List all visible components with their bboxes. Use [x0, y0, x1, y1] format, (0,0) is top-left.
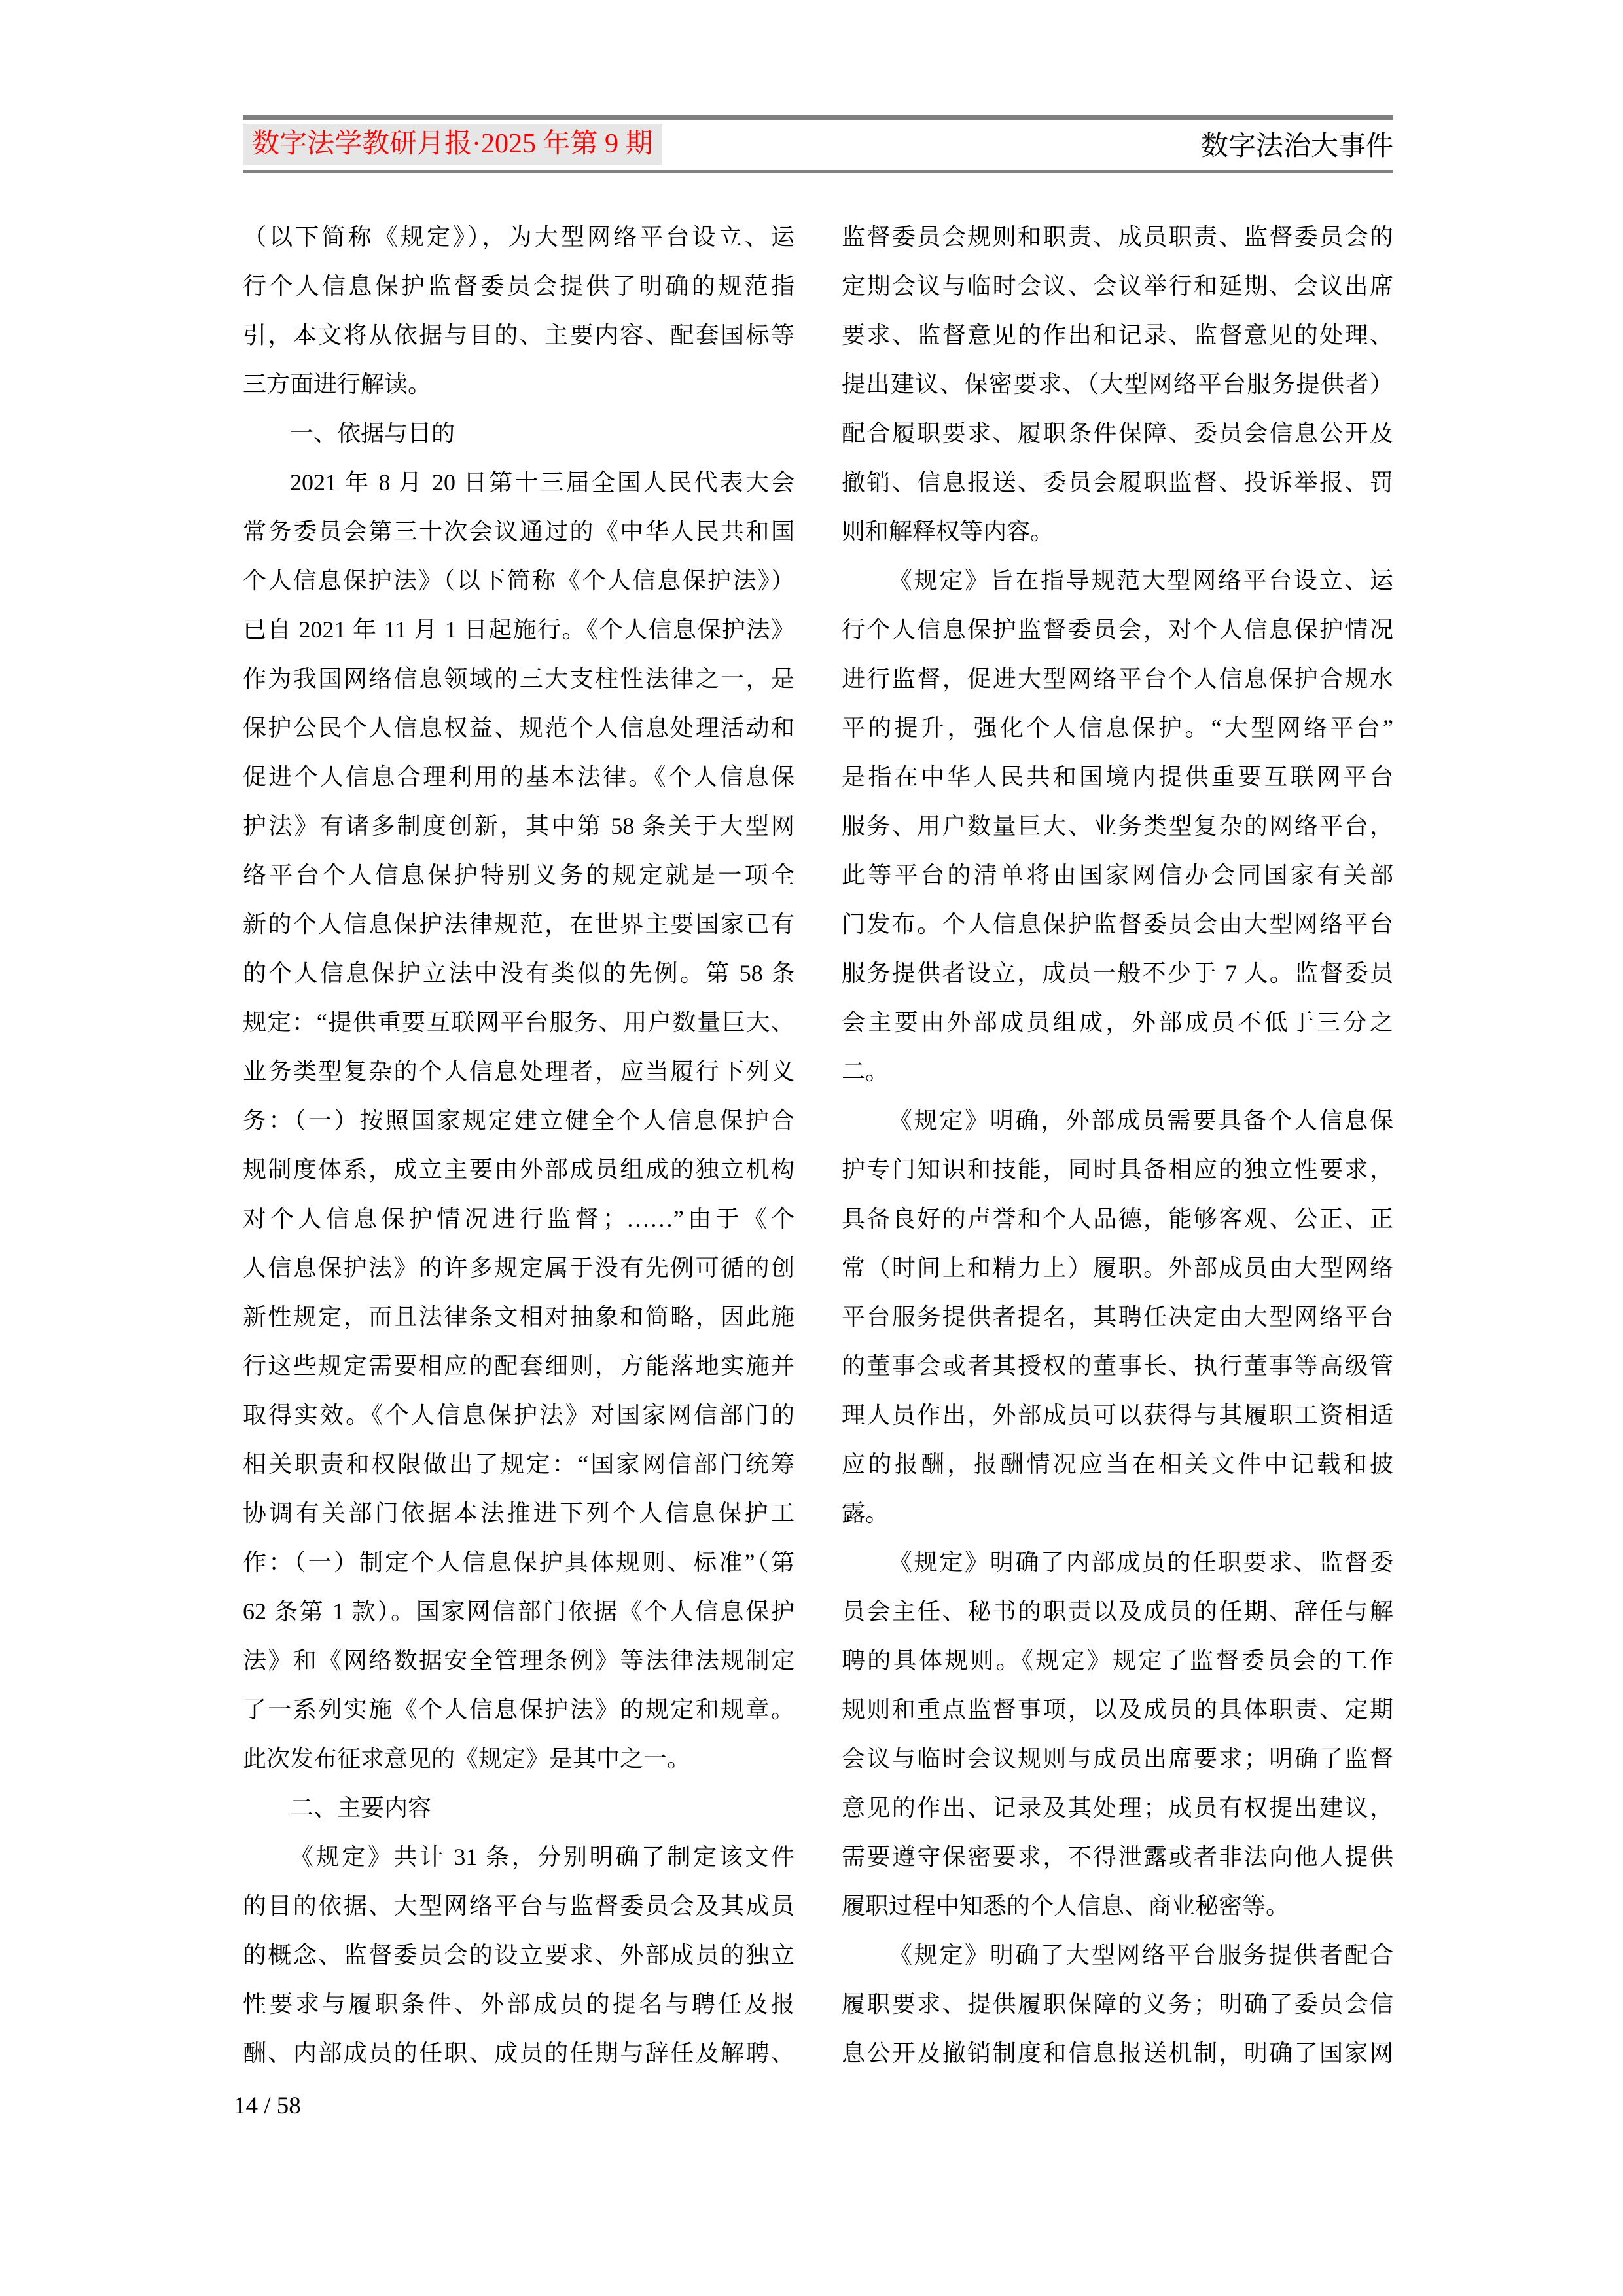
text-line: 酬、内部成员的任职、成员的任期与辞任及解聘、: [243, 2040, 794, 2066]
text-column-left: [243, 213, 794, 2078]
text-line: 三方面进行解读。: [243, 371, 432, 397]
article-body: [243, 213, 1393, 2078]
text-line: 二。: [842, 1058, 889, 1085]
text-line: 个人信息保护法》（以下简称《个人信息保护法》）: [243, 567, 794, 594]
text-line: 行个人信息保护监督委员会，对个人信息保护情况: [842, 617, 1393, 643]
text-line: 规定：“提供重要互联网平台服务、用户数量巨大、: [243, 1009, 794, 1035]
text-line: 规制度体系，成立主要由外部成员组成的独立机构: [243, 1157, 794, 1183]
text-line: 保护公民个人信息权益、规范个人信息处理活动和: [243, 715, 794, 741]
text-line: 理人员作出，外部成员可以获得与其履职工资相适: [842, 1402, 1393, 1428]
text-line: 已自 2021 年 11 月 1 日起施行。《个人信息保护法》: [243, 617, 794, 643]
text-line: 业务类型复杂的个人信息处理者，应当履行下列义: [243, 1058, 794, 1085]
text-line: 则和解释权等内容。: [842, 518, 1054, 545]
text-line: 聘的具体规则。《规定》规定了监督委员会的工作: [842, 1647, 1393, 1674]
text-line: 的董事会或者其授权的董事长、执行董事等高级管: [842, 1353, 1393, 1379]
text-line: 此次发布征求意见的《规定》是其中之一。: [243, 1746, 691, 1772]
text-line: 常务委员会第三十次会议通过的《中华人民共和国: [243, 518, 794, 545]
journal-title: 数字法学教研月报·2025 年第 9 期: [243, 124, 662, 165]
text-line: 规则和重点监督事项，以及成员的具体职责、定期: [842, 1696, 1393, 1723]
text-line: 人信息保护法》的许多规定属于没有先例可循的创: [243, 1255, 794, 1281]
text-line: 《规定》明确了内部成员的任职要求、监督委: [889, 1549, 1393, 1575]
text-line: 平的提升，强化个人信息保护。“大型网络平台”: [842, 715, 1393, 741]
text-line: 性要求与履职条件、外部成员的提名与聘任及报: [243, 1991, 794, 2017]
text-line: 的个人信息保护立法中没有类似的先例。第 58 条: [243, 960, 794, 986]
text-line: 进行监督，促进大型网络平台个人信息保护合规水: [842, 666, 1393, 692]
text-line: 了一系列实施《个人信息保护法》的规定和规章。: [243, 1696, 794, 1723]
text-line: 要求、监督意见的作出和记录、监督意见的处理、: [842, 322, 1393, 348]
text-line: 履职要求、提供履职保障的义务；明确了委员会信: [842, 1991, 1393, 2017]
text-line: 息公开及撤销制度和信息报送机制，明确了国家网: [842, 2040, 1393, 2066]
text-line: 行这些规定需要相应的配套细则，方能落地实施并: [243, 1353, 794, 1379]
text-line: 络平台个人信息保护特别义务的规定就是一项全: [243, 862, 794, 888]
text-line: 具备良好的声誉和个人品德，能够客观、公正、正: [842, 1206, 1393, 1232]
text-line: 《规定》共计 31 条，分别明确了制定该文件: [290, 1844, 794, 1870]
text-line: 监督委员会规则和职责、成员职责、监督委员会的: [842, 224, 1393, 250]
text-line: 对个人信息保护情况进行监督；……”由于《个: [243, 1206, 794, 1232]
text-line: 《规定》明确了大型网络平台服务提供者配合: [889, 1942, 1393, 1968]
text-line: 门发布。个人信息保护监督委员会由大型网络平台: [842, 911, 1393, 937]
text-line: 新性规定，而且法律条文相对抽象和简略，因此施: [243, 1304, 794, 1330]
text-line: 撤销、信息报送、委员会履职监督、投诉举报、罚: [842, 469, 1393, 495]
text-line: 应的报酬，报酬情况应当在相关文件中记载和披: [842, 1451, 1393, 1477]
text-line: 一、依据与目的: [290, 420, 455, 446]
text-line: 的目的依据、大型网络平台与监督委员会及其成员: [243, 1893, 794, 1919]
text-line: 平台服务提供者提名，其聘任决定由大型网络平台: [842, 1304, 1393, 1330]
text-line: 需要遵守保密要求，不得泄露或者非法向他人提供: [842, 1844, 1393, 1870]
text-line: 的概念、监督委员会的设立要求、外部成员的独立: [243, 1942, 794, 1968]
text-line: 此等平台的清单将由国家网信办会同国家有关部: [842, 862, 1393, 888]
page-number: 14 / 58: [234, 2092, 301, 2119]
text-line: 相关职责和权限做出了规定：“国家网信部门统筹: [243, 1451, 794, 1477]
text-line: 定期会议与临时会议、会议举行和延期、会议出席: [842, 273, 1393, 299]
text-line: 露。: [842, 1500, 889, 1526]
text-line: 二、主要内容: [290, 1795, 432, 1821]
text-line: 作为我国网络信息领域的三大支柱性法律之一，是: [243, 666, 794, 692]
text-line: 护专门知识和技能，同时具备相应的独立性要求，: [842, 1157, 1393, 1183]
text-line: 促进个人信息合理利用的基本法律。《个人信息保: [243, 764, 794, 790]
header-rule-top: [243, 115, 1393, 120]
text-line: 配合履职要求、履职条件保障、委员会信息公开及: [842, 420, 1393, 446]
text-line: 引，本文将从依据与目的、主要内容、配套国标等: [243, 322, 794, 348]
header-rule-bottom: [243, 170, 1393, 173]
text-line: 法》和《网络数据安全管理条例》等法律法规制定: [243, 1647, 794, 1674]
text-line: 会议与临时会议规则与成员出席要求；明确了监督: [842, 1746, 1393, 1772]
text-line: 务：（一）按照国家规定建立健全个人信息保护合: [243, 1107, 794, 1134]
text-line: 提出建议、保密要求、（大型网络平台服务提供者）: [842, 371, 1393, 397]
text-line: 护法》有诸多制度创新，其中第 58 条关于大型网: [243, 813, 794, 839]
text-line: 是指在中华人民共和国境内提供重要互联网平台: [842, 764, 1393, 790]
text-line: 服务提供者设立，成员一般不少于 7 人。监督委员: [842, 960, 1393, 986]
text-line: 《规定》旨在指导规范大型网络平台设立、运: [889, 567, 1393, 594]
section-title: 数字法治大事件: [1200, 132, 1393, 162]
text-line: 行个人信息保护监督委员会提供了明确的规范指: [243, 273, 794, 299]
text-line: 新的个人信息保护法律规范，在世界主要国家已有: [243, 911, 794, 937]
text-line: 服务、用户数量巨大、业务类型复杂的网络平台，: [842, 813, 1393, 839]
text-line: （以下简称《规定》），为大型网络平台设立、运: [243, 224, 794, 250]
text-line: 取得实效。《个人信息保护法》对国家网信部门的: [243, 1402, 794, 1428]
text-line: 履职过程中知悉的个人信息、商业秘密等。: [842, 1893, 1290, 1919]
text-line: 《规定》明确，外部成员需要具备个人信息保: [889, 1107, 1393, 1134]
text-line: 协调有关部门依据本法推进下列个人信息保护工: [243, 1500, 794, 1526]
text-line: 会主要由外部成员组成，外部成员不低于三分之: [842, 1009, 1393, 1035]
text-line: 意见的作出、记录及其处理；成员有权提出建议，: [842, 1795, 1393, 1821]
text-line: 常（时间上和精力上）履职。外部成员由大型网络: [842, 1255, 1393, 1281]
text-line: 作：（一）制定个人信息保护具体规则、标准”（第: [243, 1549, 794, 1575]
text-line: 2021 年 8 月 20 日第十三届全国人民代表大会: [290, 469, 794, 495]
text-line: 员会主任、秘书的职责以及成员的任期、辞任与解: [842, 1598, 1393, 1624]
text-column-right: [842, 213, 1393, 2078]
text-line: 62 条第 1 款）。国家网信部门依据《个人信息保护: [243, 1598, 794, 1624]
